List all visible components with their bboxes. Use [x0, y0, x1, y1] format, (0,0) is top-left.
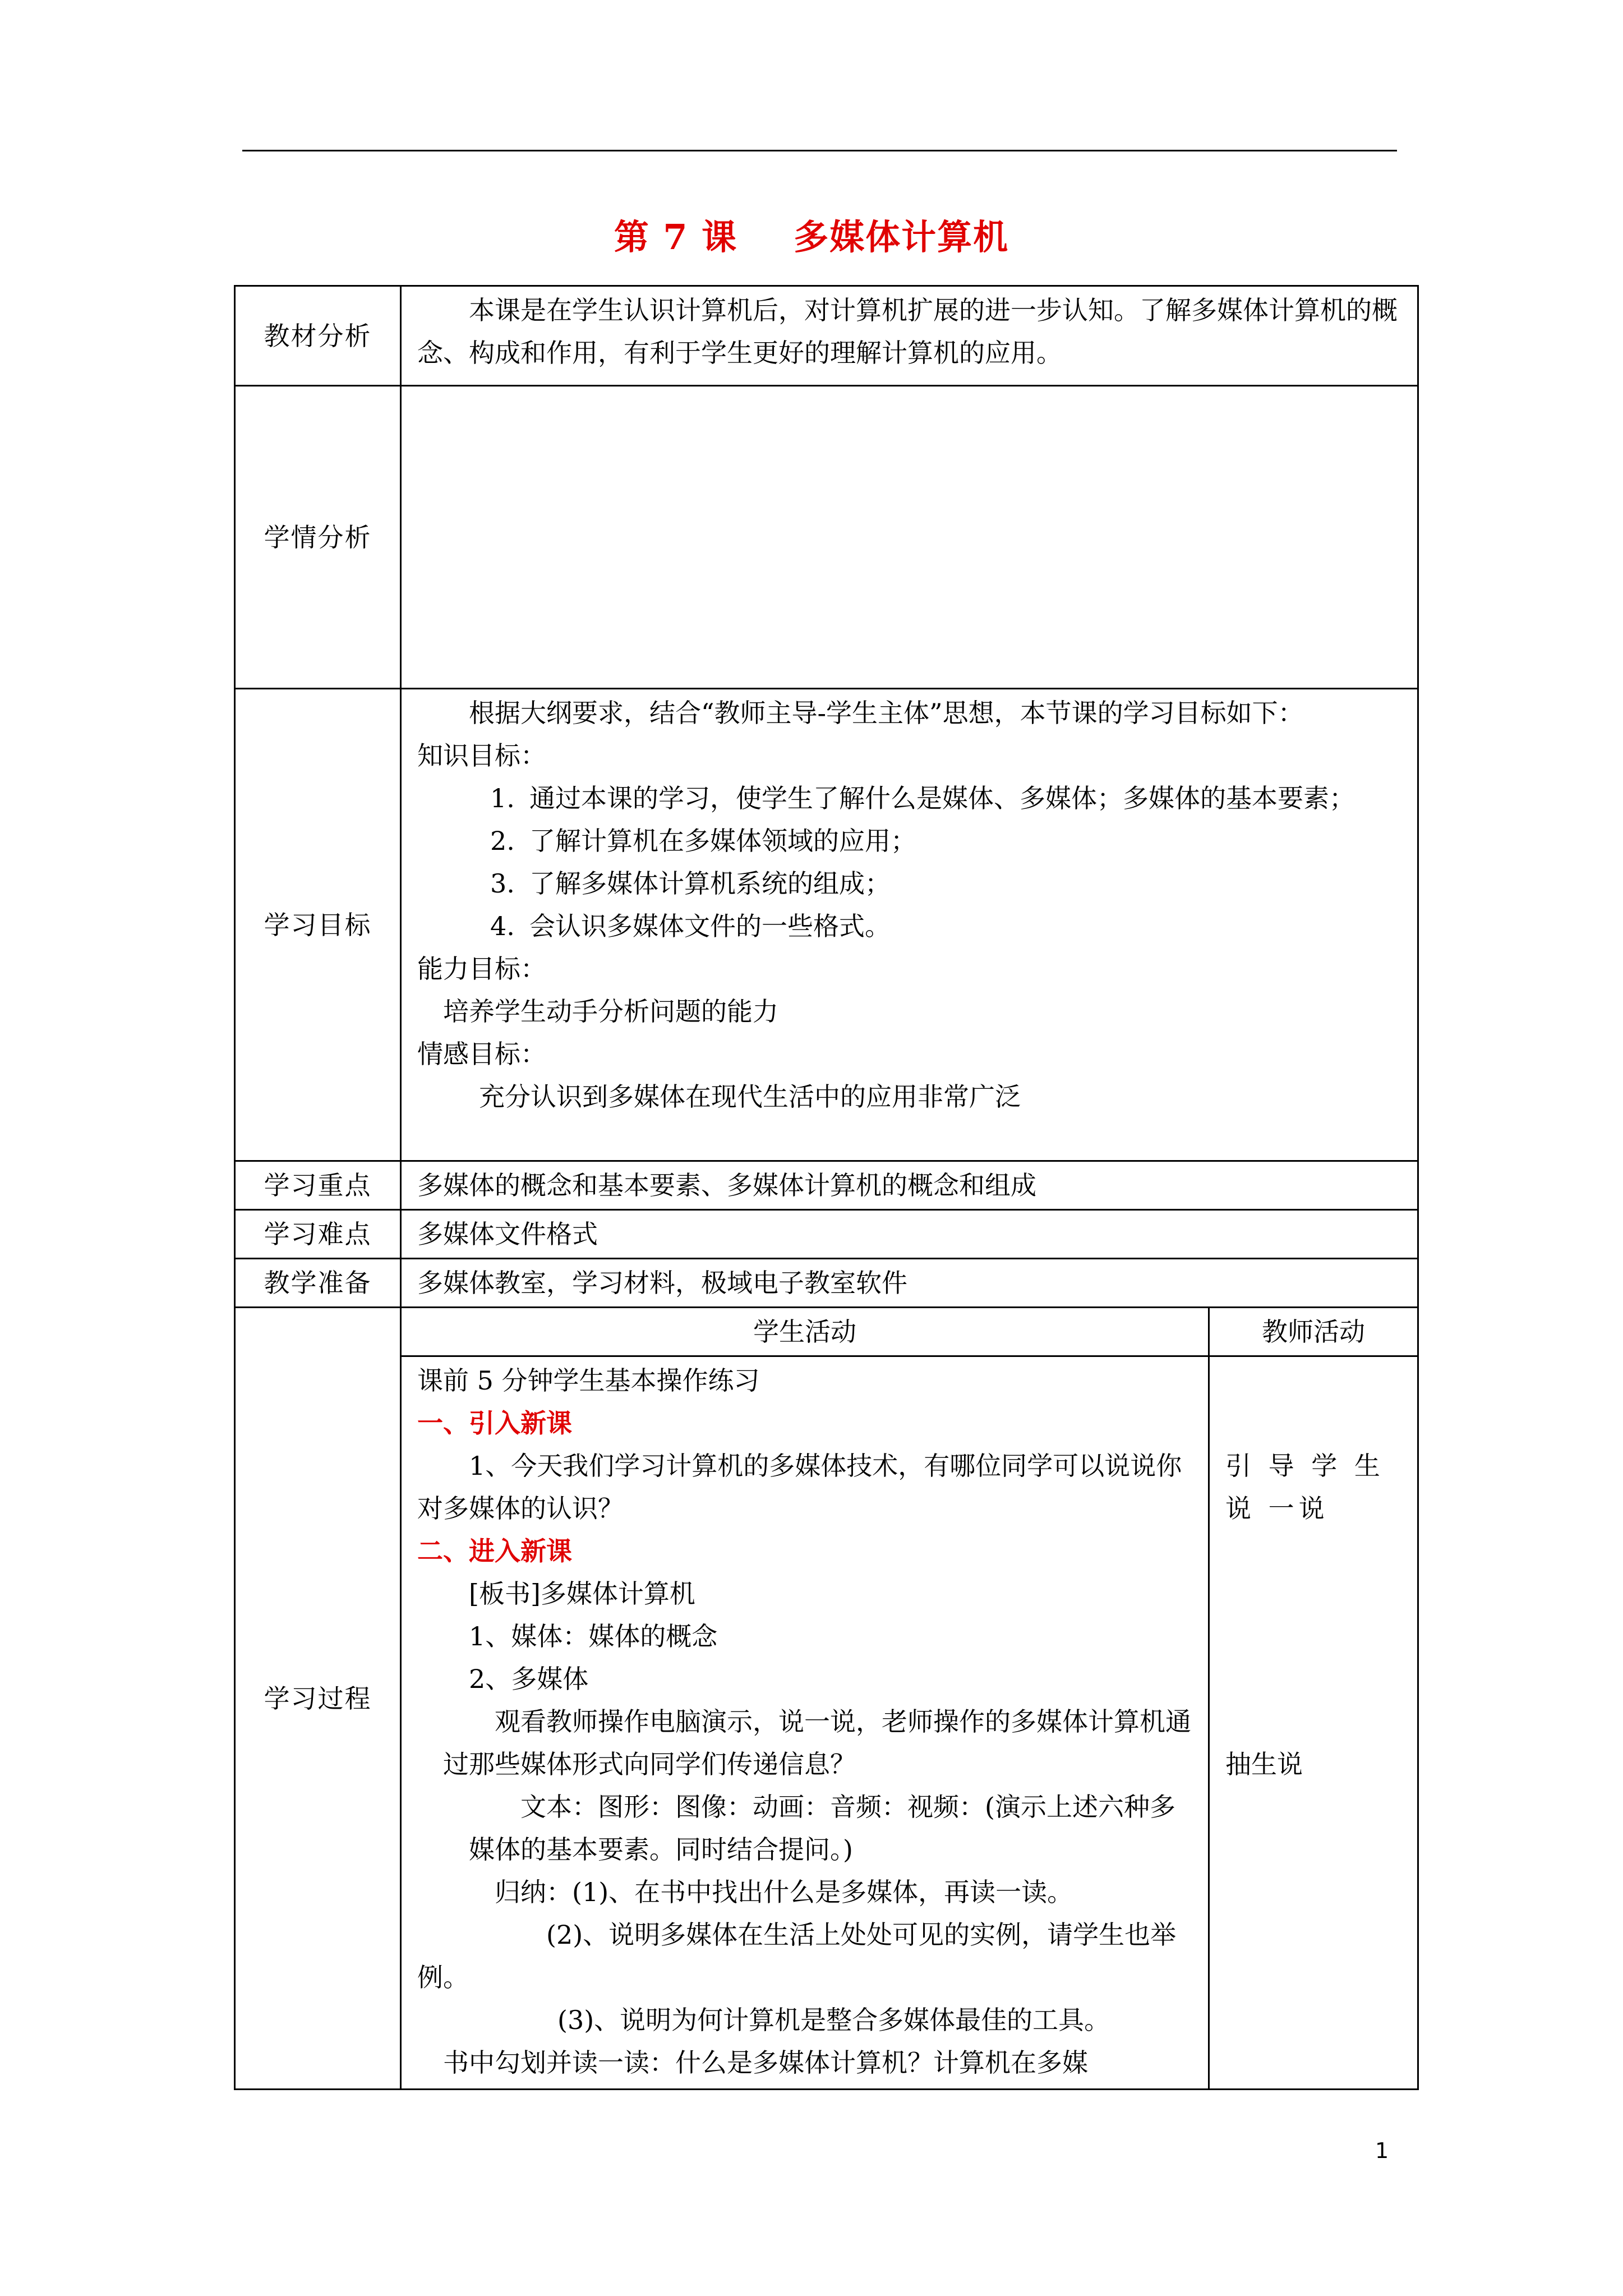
label-zhongdian: 学习重点 — [235, 1161, 401, 1210]
emotion-heading: 情感目标： — [417, 1039, 546, 1069]
knowledge-item-number: 4. — [490, 911, 515, 941]
label-nandian: 学习难点 — [235, 1210, 401, 1259]
teacher-note-ask: 抽生说 — [1225, 1749, 1303, 1779]
row-jiaocai — [235, 286, 1418, 386]
knowledge-heading: 知识目标： — [417, 740, 546, 771]
read-question: 书中勾划并读一读：什么是多媒体计算机？计算机在多媒 — [443, 2047, 1088, 2078]
knowledge-item — [417, 820, 1401, 862]
page-title — [0, 212, 1623, 263]
row-nandian — [235, 1210, 1418, 1259]
knowledge-item — [417, 862, 1401, 905]
row-guocheng-body — [235, 1356, 1418, 2090]
text-zhongdian: 多媒体的概念和基本要素、多媒体计算机的概念和组成 — [401, 1161, 1418, 1210]
label-jiaocai: 教材分析 — [235, 286, 401, 386]
mubiao-intro: 根据大纲要求，结合“教师主导-学生主体”思想，本节课的学习目标如下： — [469, 698, 1304, 728]
col-student-header: 学生活动 — [401, 1308, 1209, 1356]
knowledge-item-number: 1. — [490, 783, 515, 813]
board-title: [板书]多媒体计算机 — [469, 1579, 695, 1609]
label-guocheng: 学习过程 — [235, 1308, 401, 2090]
multimedia-item: 2、多媒体 — [469, 1664, 589, 1694]
text-nandian: 多媒体文件格式 — [401, 1210, 1418, 1259]
knowledge-item — [417, 905, 1401, 947]
summary-3: (3)、说明为何计算机是整合多媒体最佳的工具。 — [557, 2005, 1110, 2035]
emotion-text: 充分认识到多媒体在现代生活中的应用非常广泛 — [479, 1082, 1021, 1112]
lesson-number: 第 7 课 — [614, 217, 738, 257]
media-elements: 文本：图形：图像：动画：音频：视频：(演示上述六种多媒体的基本要素。同时结合提问。) — [469, 1792, 1175, 1865]
media-concept: 1、媒体：媒体的概念 — [469, 1621, 718, 1651]
knowledge-item-number: 2. — [490, 826, 515, 856]
knowledge-item-text: 了解计算机在多媒体领域的应用； — [529, 826, 916, 856]
text-jiaocai — [401, 286, 1418, 386]
intro-question: 1、今天我们学习计算机的多媒体技术，有哪位同学可以说说你对多媒体的认识？ — [417, 1451, 1182, 1524]
col-teacher-header: 教师活动 — [1209, 1308, 1418, 1356]
label-xueqing: 学情分析 — [235, 386, 401, 689]
text-zhunbei: 多媒体教室，学习材料，极域电子教室软件 — [401, 1259, 1418, 1308]
knowledge-item-number: 3. — [490, 868, 515, 899]
row-zhunbei — [235, 1259, 1418, 1308]
teacher-activity — [1209, 1356, 1418, 2090]
knowledge-item — [417, 777, 1401, 820]
pre-class-line: 课前 5 分钟学生基本操作练习 — [417, 1365, 760, 1396]
ability-text: 培养学生动手分析问题的能力 — [443, 996, 778, 1027]
text-xueqing — [401, 386, 1418, 689]
page-number: 1 — [1375, 2138, 1389, 2163]
row-xueqing — [235, 386, 1418, 689]
knowledge-item-text: 会认识多媒体文件的一些格式。 — [529, 911, 891, 941]
demo-observe: 观看教师操作电脑演示，说一说，老师操作的多媒体计算机通过那些媒体形式向同学们传递信息？ — [443, 1706, 1191, 1779]
teacher-note-guide: 引 导 学 生 说 一说 — [1225, 1451, 1385, 1524]
summary-1: 归纳：(1)、在书中找出什么是多媒体，再读一读。 — [495, 1877, 1073, 1907]
lesson-name: 多媒体计算机 — [794, 217, 1009, 257]
header-rule — [242, 150, 1397, 151]
jiaocai-paragraph: 本课是在学生认识计算机后，对计算机扩展的进一步认知。了解多媒体计算机的概念、构成和作用，有利于学生更好的理解计算机的应用。 — [417, 295, 1398, 368]
section-heading-intro: 一、引入新课 — [417, 1408, 572, 1438]
lesson-plan-table — [234, 285, 1419, 2090]
label-mubiao: 学习目标 — [235, 689, 401, 1161]
student-activity — [401, 1356, 1209, 2090]
knowledge-item-text: 了解多媒体计算机系统的组成； — [529, 868, 891, 899]
section-heading-new: 二、进入新课 — [417, 1536, 572, 1566]
row-guocheng-header — [235, 1308, 1418, 1356]
summary-2: (2)、说明多媒体在生活上处处可见的实例，请学生也举例。 — [417, 1920, 1177, 1993]
knowledge-item-text: 通过本课的学习，使学生了解什么是媒体、多媒体；多媒体的基本要素； — [529, 783, 1355, 813]
row-zhongdian — [235, 1161, 1418, 1210]
content-mubiao — [401, 689, 1418, 1161]
label-zhunbei: 教学准备 — [235, 1259, 401, 1308]
row-mubiao — [235, 689, 1418, 1161]
ability-heading: 能力目标： — [417, 954, 546, 984]
